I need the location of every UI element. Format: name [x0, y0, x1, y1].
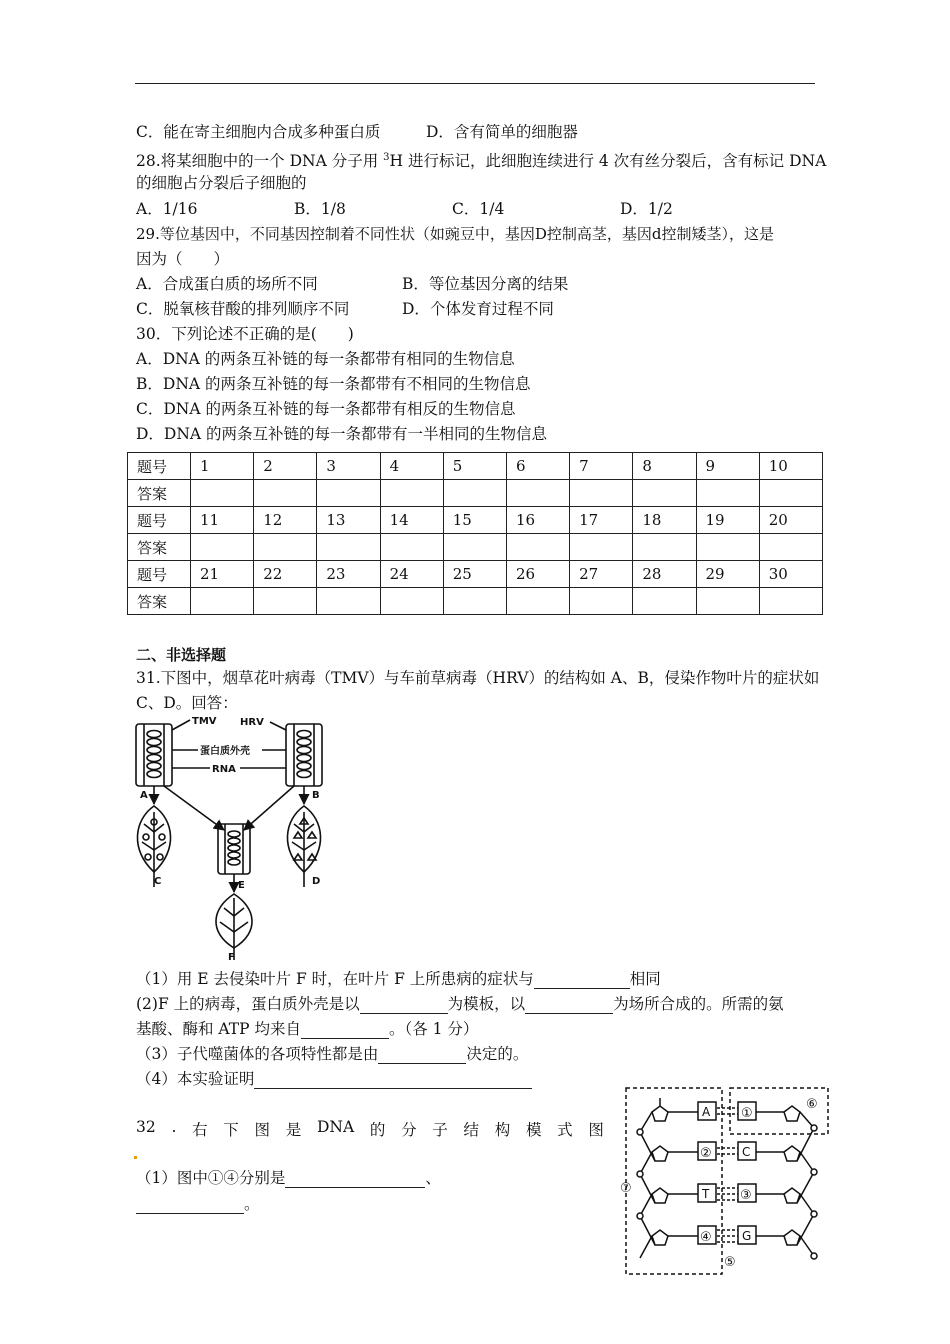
- answer-cell[interactable]: [506, 480, 569, 507]
- q32-stem-char: 右: [192, 1121, 208, 1139]
- q28-option-c: C．1/4: [452, 200, 505, 218]
- question-number-cell: 1: [191, 453, 254, 480]
- q28-isotope-superscript: 3: [383, 152, 390, 163]
- q32-stem-char: 构: [494, 1121, 511, 1139]
- dna-structure-diagram: [618, 1082, 836, 1278]
- tmv-capsule: [136, 724, 172, 786]
- q32-stem-char: 分: [401, 1121, 417, 1139]
- question-number-cell: 18: [633, 507, 696, 534]
- question-number-cell: 5: [443, 453, 506, 480]
- q31-sub2-line2: [136, 1019, 478, 1039]
- answer-blank[interactable]: [378, 1047, 466, 1064]
- question-number-cell: 29: [696, 561, 759, 588]
- q30-option-b: B．DNA 的两条互补链的每一条都带有不相同的生物信息: [136, 375, 531, 393]
- question-number-cell: 30: [759, 561, 822, 588]
- q28-option-a: A．1/16: [136, 200, 198, 218]
- q31-sub1-post: 相同: [629, 970, 661, 988]
- answer-blank[interactable]: [136, 1197, 244, 1214]
- answer-cell[interactable]: [506, 588, 569, 615]
- leaf-d: [287, 806, 320, 887]
- table-row-numbers-1: [128, 453, 823, 480]
- answer-blank[interactable]: [360, 997, 448, 1014]
- q28-stem-post: H 进行标记，此细胞连续进行 4 次有丝分裂后，含有标记 DNA: [389, 152, 827, 171]
- hrv-capsule: [286, 724, 322, 786]
- virus-infection-diagram: [128, 712, 348, 962]
- label-d: D: [312, 876, 321, 887]
- question-number-cell: 11: [191, 507, 254, 534]
- answer-cell[interactable]: [191, 534, 254, 561]
- answer-cell[interactable]: [380, 534, 443, 561]
- label-1: ①: [741, 1106, 753, 1121]
- answer-cell[interactable]: [633, 480, 696, 507]
- q31-sub2-a: (2)F 上的病毒，蛋白质外壳是以: [136, 995, 360, 1013]
- question-number-cell: 17: [570, 507, 633, 534]
- q31-sub1: [136, 969, 661, 989]
- q31-sub4-text: （4）本实验证明: [136, 1070, 255, 1088]
- question-number-cell: 2: [254, 453, 317, 480]
- question-number-cell: 6: [506, 453, 569, 480]
- answer-cell[interactable]: [254, 480, 317, 507]
- answer-cell[interactable]: [696, 534, 759, 561]
- question-number-cell: 27: [570, 561, 633, 588]
- q27-option-d: D．含有简单的细胞器: [426, 123, 578, 141]
- question-number-cell: 4: [380, 453, 443, 480]
- label-f: F: [228, 952, 235, 962]
- answer-cell[interactable]: [317, 480, 380, 507]
- q32-sub1-mid: 、: [425, 1169, 441, 1187]
- question-number-cell: 7: [570, 453, 633, 480]
- row-label-answer: 答案: [128, 480, 191, 507]
- question-number-cell: 25: [443, 561, 506, 588]
- row-label-answer: 答案: [128, 588, 191, 615]
- q32-sub1-end: 。: [244, 1195, 260, 1213]
- q31-sub3: [136, 1044, 528, 1064]
- q32-stem: [136, 1118, 604, 1140]
- question-number-cell: 14: [380, 507, 443, 534]
- answer-cell[interactable]: [696, 480, 759, 507]
- answer-cell[interactable]: [191, 480, 254, 507]
- q28-option-d: D．1/2: [620, 200, 673, 218]
- q30-option-c: C．DNA 的两条互补链的每一条都带有相反的生物信息: [136, 400, 516, 418]
- row-label-number: 题号: [128, 561, 191, 588]
- answer-table: [127, 452, 823, 615]
- label-2: ②: [700, 1146, 712, 1161]
- q32-stem-char: .: [171, 1118, 177, 1136]
- question-number-cell: 19: [696, 507, 759, 534]
- q30-option-a: A．DNA 的两条互补链的每一条都带有相同的生物信息: [136, 350, 515, 368]
- answer-cell[interactable]: [570, 534, 633, 561]
- q32-stem-char: 图: [254, 1121, 271, 1139]
- label-5: ⑤: [724, 1255, 736, 1270]
- q29-option-d: D．个体发育过程不同: [402, 300, 554, 318]
- question-number-cell: 15: [443, 507, 506, 534]
- answer-cell[interactable]: [380, 480, 443, 507]
- answer-blank[interactable]: [254, 1072, 532, 1089]
- q32-stem-char: 子: [432, 1121, 448, 1139]
- answer-blank[interactable]: [301, 1022, 389, 1039]
- hybrid-virus-capsule: [218, 824, 250, 874]
- answer-cell[interactable]: [317, 534, 380, 561]
- answer-cell[interactable]: [759, 534, 822, 561]
- q28-stem-pre: 28.将某细胞中的一个 DNA 分子用: [136, 152, 384, 171]
- question-number-cell: 23: [317, 561, 380, 588]
- answer-cell[interactable]: [380, 588, 443, 615]
- leaf-f: [216, 894, 252, 960]
- q29-stem-line2: 因为（ ）: [136, 250, 230, 268]
- answer-cell[interactable]: [633, 534, 696, 561]
- table-row-numbers-3: [128, 561, 823, 588]
- row-label-answer: 答案: [128, 534, 191, 561]
- label-c: C: [154, 876, 162, 887]
- q28-stem-line1: [136, 148, 826, 171]
- q30-option-d: D．DNA 的两条互补链的每一条都带有一半相同的生物信息: [136, 425, 548, 443]
- q32-stem-char: 模: [525, 1121, 542, 1139]
- protein-coat-label: 蛋白质外壳: [200, 746, 250, 757]
- label-7: ⑦: [620, 1181, 632, 1196]
- q31-sub2-b: 为模板，以: [447, 995, 526, 1013]
- question-number-cell: 26: [506, 561, 569, 588]
- answer-cell[interactable]: [570, 480, 633, 507]
- answer-cell[interactable]: [759, 480, 822, 507]
- answer-cell[interactable]: [633, 588, 696, 615]
- question-number-cell: 21: [191, 561, 254, 588]
- question-number-cell: 13: [317, 507, 380, 534]
- q32-stem-char: 结: [463, 1121, 480, 1139]
- answer-cell[interactable]: [254, 534, 317, 561]
- table-row-numbers-2: [128, 507, 823, 534]
- answer-cell[interactable]: [443, 588, 506, 615]
- q29-option-b: B．等位基因分离的结果: [402, 275, 569, 293]
- question-number-cell: 20: [759, 507, 822, 534]
- q32-stem-char: 图: [588, 1121, 604, 1139]
- rna-label: RNA: [212, 764, 236, 775]
- base-t: T: [702, 1187, 710, 1201]
- answer-blank[interactable]: [534, 972, 630, 989]
- q32-stem-char: 下: [223, 1121, 239, 1139]
- question-number-cell: 22: [254, 561, 317, 588]
- label-e: E: [238, 880, 245, 891]
- label-6: ⑥: [806, 1097, 818, 1112]
- label-4: ④: [700, 1230, 712, 1245]
- question-number-cell: 28: [633, 561, 696, 588]
- answer-cell[interactable]: [696, 588, 759, 615]
- question-number-cell: 16: [506, 507, 569, 534]
- q31-stem-line1: 31.下图中，烟草花叶病毒（TMV）与车前草病毒（HRV）的结构如 A、B，侵染作物叶片的症状如: [136, 669, 820, 687]
- answer-cell[interactable]: [570, 588, 633, 615]
- question-number-cell: 12: [254, 507, 317, 534]
- answer-cell[interactable]: [443, 480, 506, 507]
- label-a: A: [140, 790, 148, 801]
- q28-stem-line2: 的细胞占分裂后子细胞的: [136, 174, 307, 192]
- q31-sub3-post: 决定的。: [466, 1045, 529, 1063]
- leaf-c: [137, 806, 170, 887]
- tmv-label: TMV: [192, 716, 217, 727]
- label-3: ③: [740, 1188, 752, 1203]
- q31-sub2-c: 为场所合成的。所需的氨: [613, 995, 784, 1013]
- answer-blank[interactable]: [525, 997, 613, 1014]
- q32-stem-char: DNA: [316, 1118, 355, 1136]
- q31-sub4: [136, 1069, 532, 1089]
- row-label-number: 题号: [128, 507, 191, 534]
- base-c: C: [742, 1145, 751, 1159]
- q29-stem-line1: 29.等位基因中，不同基因控制着不同性状（如豌豆中，基因D控制高茎，基因d控制矮茎），这是: [136, 225, 774, 243]
- q31-stem-line2: C、D。回答：: [136, 694, 238, 712]
- answer-cell[interactable]: [254, 588, 317, 615]
- label-b: B: [312, 790, 320, 801]
- answer-cell[interactable]: [317, 588, 380, 615]
- question-number-cell: 10: [759, 453, 822, 480]
- base-g: G: [742, 1229, 752, 1243]
- answer-cell[interactable]: [759, 588, 822, 615]
- q32-sub1-pre: （1）图中①④分别是: [136, 1169, 286, 1187]
- question-number-cell: 3: [317, 453, 380, 480]
- question-number-cell: 9: [696, 453, 759, 480]
- answer-cell[interactable]: [443, 534, 506, 561]
- answer-blank[interactable]: [285, 1171, 425, 1188]
- question-number-cell: 8: [633, 453, 696, 480]
- answer-cell[interactable]: [191, 588, 254, 615]
- q29-option-c: C．脱氧核苷酸的排列顺序不同: [136, 300, 350, 318]
- q32-stem-char: 32: [136, 1118, 156, 1136]
- answer-cell[interactable]: [506, 534, 569, 561]
- header-rule: [135, 83, 815, 84]
- row-label-number: 题号: [128, 453, 191, 480]
- q29-option-a: A．合成蛋白质的场所不同: [136, 275, 318, 293]
- q31-sub2-d: 基酸、酶和 ATP 均来自: [136, 1020, 301, 1038]
- table-row-answers-2: [128, 534, 823, 561]
- q32-stem-char: 是: [285, 1121, 302, 1139]
- q31-sub1-pre: （1）用 E 去侵染叶片 F 时，在叶片 F 上所患病的症状与: [136, 970, 534, 988]
- q30-stem: 30．下列论述不正确的是( ): [136, 325, 354, 343]
- q32-stem-char: 的: [369, 1121, 386, 1139]
- q31-sub2-line1: [136, 994, 784, 1014]
- q28-option-b: B．1/8: [294, 200, 346, 218]
- q31-sub3-pre: （3）子代噬菌体的各项特性都是由: [136, 1045, 379, 1063]
- hrv-label: HRV: [240, 717, 264, 728]
- base-a: A: [702, 1105, 711, 1119]
- q32-sub1-line2: [136, 1194, 260, 1214]
- q27-option-c: C．能在寄主细胞内合成多种蛋白质: [136, 123, 381, 141]
- table-row-answers-1: [128, 480, 823, 507]
- q32-sub1-line1: [136, 1168, 441, 1188]
- section-title: 二、非选择题: [136, 646, 227, 664]
- q31-sub2-e: 。（各 1 分）: [388, 1020, 479, 1038]
- table-row-answers-3: [128, 588, 823, 615]
- question-number-cell: 24: [380, 561, 443, 588]
- q32-stem-char: 式: [557, 1121, 573, 1139]
- marker-dot: [134, 1156, 137, 1159]
